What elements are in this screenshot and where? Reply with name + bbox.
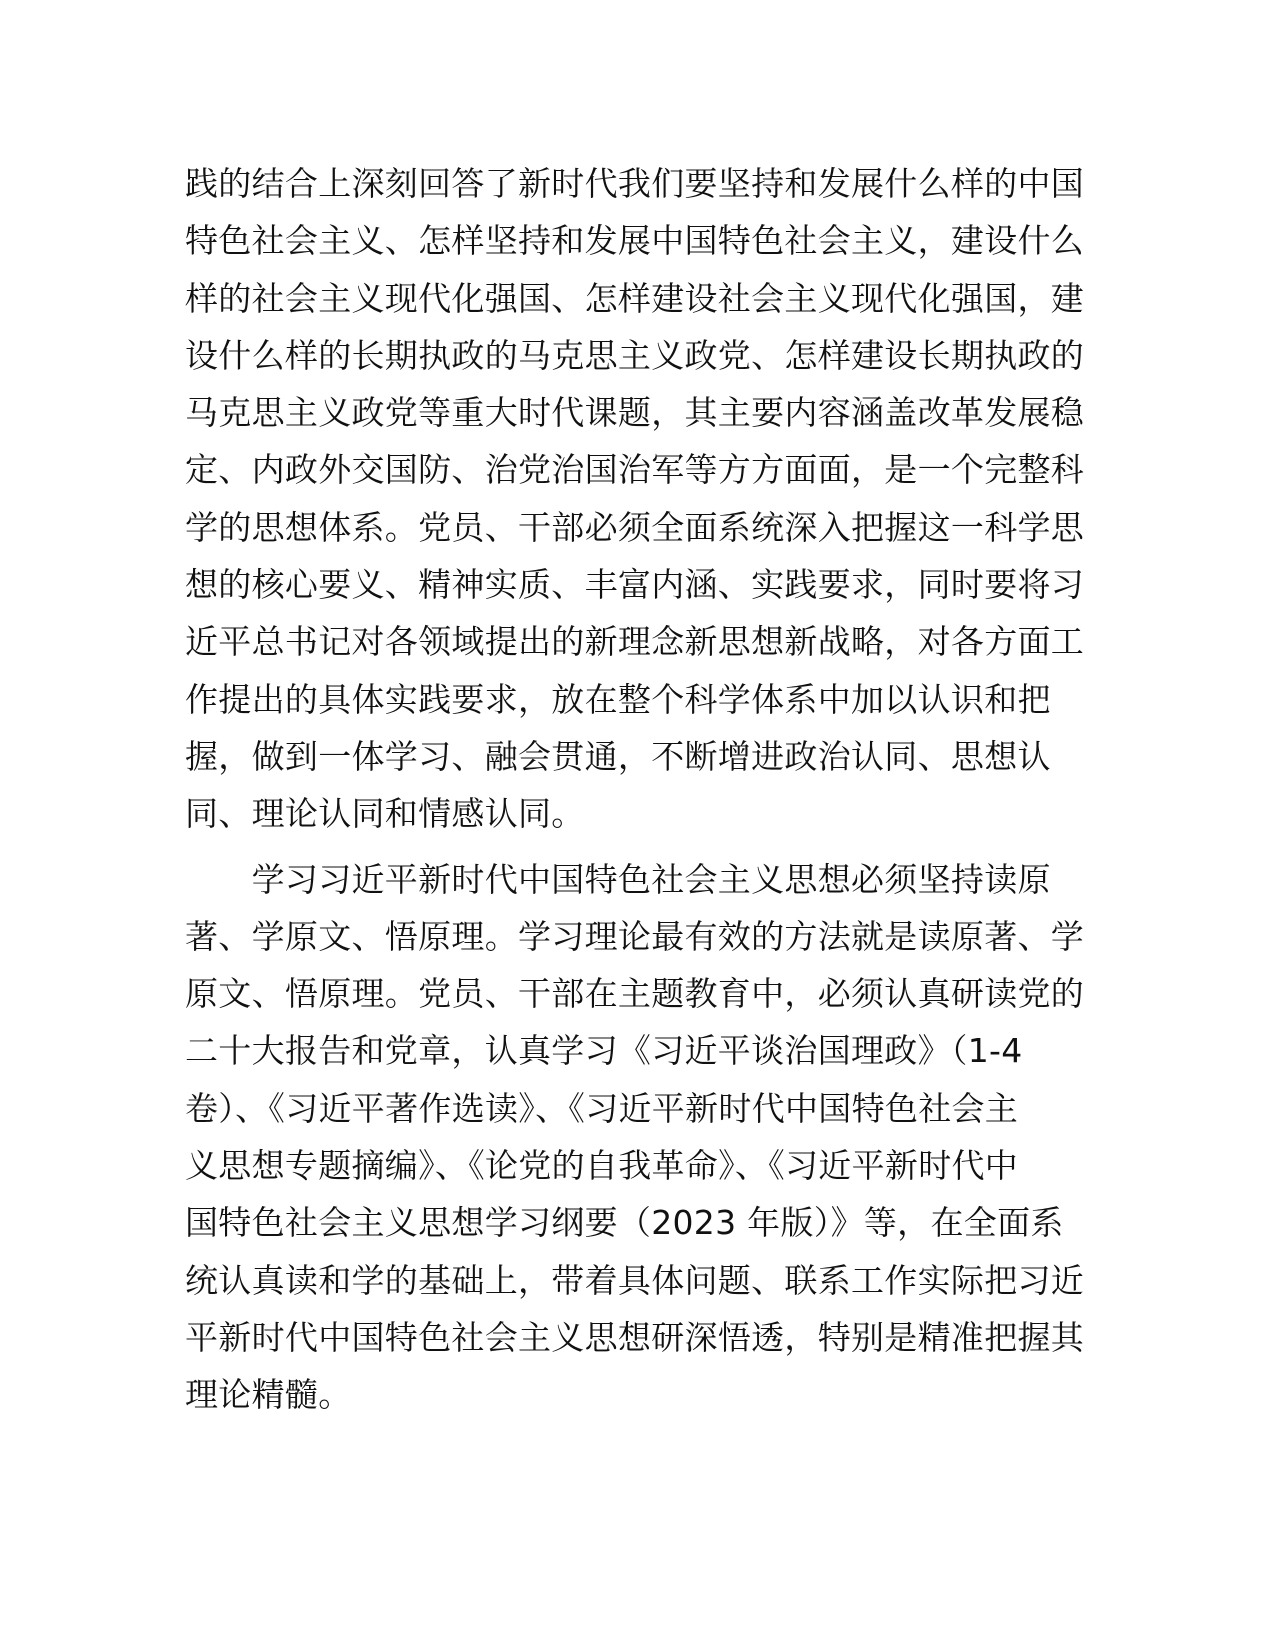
text-line: 作提出的具体实践要求，放在整个科学体系中加以认识和把 [185,679,1051,719]
paragraph-2 [185,851,1095,1424]
text-line: 近平总书记对各领域提出的新理念新思想新战略，对各方面工 [185,622,1085,662]
text-line: 践的结合上深刻回答了新时代我们要坚持和发展什么样的中国 [185,164,1085,203]
body-text [185,155,1095,1424]
text-line: 平新时代中国特色社会主义思想研深悟透，特别是精准把握其 [185,1317,1085,1357]
text-line: 定、内政外交国防、治党治国治军等方方面面，是一个完整科 [185,450,1085,490]
text-line: 二十大报告和党章，认真学习《习近平谈治国理政》（1-4 [185,1031,1023,1071]
text-line: 握，做到一体学习、融会贯通，不断增进政治认同、思想认 [185,736,1051,776]
text-line: 原文、悟原理。党员、干部在主题教育中，必须认真研读党的 [185,974,1085,1014]
text-line: 学习习近平新时代中国特色社会主义思想必须坚持读原 [185,859,1051,899]
paragraph-1 [185,155,1095,843]
text-line: 义思想专题摘编》、《论党的自我革命》、《习近平新时代中 [185,1146,1019,1186]
text-line: 设什么样的长期执政的马克思主义政党、怎样建设长期执政的 [185,335,1085,375]
text-line: 特色社会主义、怎样坚持和发展中国特色社会主义，建设什么 [185,221,1085,261]
text-line: 理论精髓。 [185,1375,352,1415]
text-line: 马克思主义政党等重大时代课题，其主要内容涵盖改革发展稳 [185,393,1085,433]
text-line: 样的社会主义现代化强国、怎样建设社会主义现代化强国，建 [185,278,1085,318]
paragraph-spacer [185,843,1095,851]
text-line: 学的思想体系。党员、干部必须全面系统深入把握这一科学思 [185,507,1085,547]
text-line: 著、学原文、悟原理。学习理论最有效的方法就是读原著、学 [185,916,1085,956]
text-line: 卷）、《习近平著作选读》、《习近平新时代中国特色社会主 [185,1088,1019,1128]
text-line: 统认真读和学的基础上，带着具体问题、联系工作实际把习近 [185,1260,1085,1300]
text-line: 想的核心要义、精神实质、丰富内涵、实践要求，同时要将习 [185,565,1085,605]
text-line: 国特色社会主义思想学习纲要（2023 年版）》等，在全面系 [185,1203,1064,1243]
text-line: 同、理论认同和情感认同。 [185,794,585,834]
